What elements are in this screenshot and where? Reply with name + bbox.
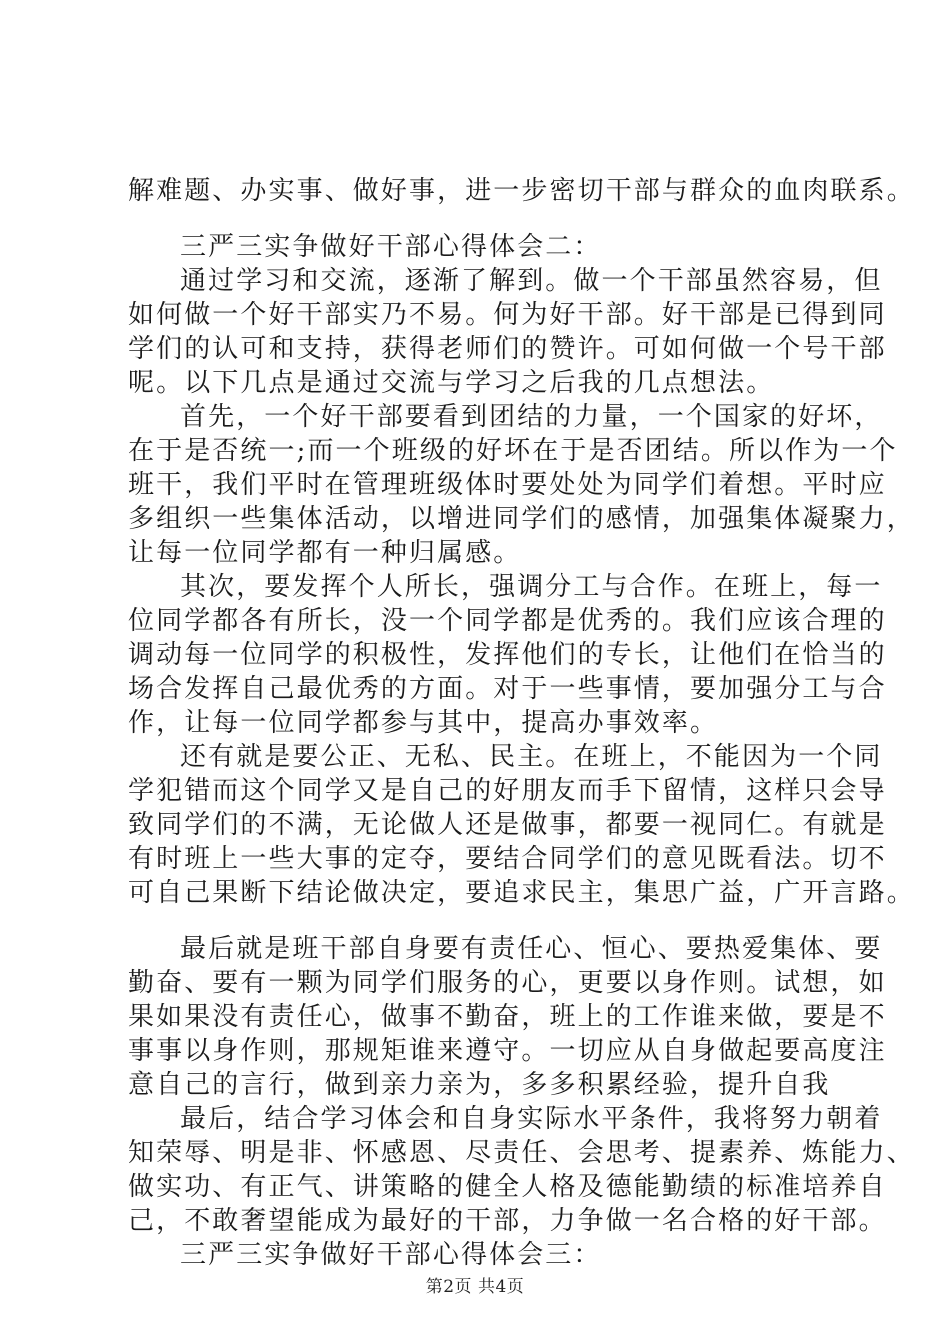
paragraph-line: 呢。以下几点是通过交流与学习之后我的几点想法。 bbox=[128, 368, 775, 398]
paragraph-line: 场合发挥自己最优秀的方面。对于一些事情，要加强分工与合 bbox=[128, 674, 887, 704]
paragraph-line: 班干，我们平时在管理班级体时要处处为同学们着想。平时应 bbox=[128, 470, 887, 500]
paragraph-line: 让每一位同学都有一种归属感。 bbox=[128, 538, 522, 568]
paragraph-line: 解难题、办实事、做好事，进一步密切干部与群众的血肉联系。 bbox=[128, 176, 915, 206]
paragraph-line: 学犯错而这个同学又是自己的好朋友而手下留情，这样只会导 bbox=[128, 776, 887, 806]
paragraph-line: 首先，一个好干部要看到团结的力量，一个国家的好坏， bbox=[180, 402, 883, 432]
paragraph-line: 可自己果断下结论做决定，要追求民主，集思广益，广开言路。 bbox=[128, 878, 915, 908]
section-heading: 三严三实争做好干部心得体会三： bbox=[180, 1240, 602, 1270]
paragraph-line: 最后就是班干部自身要有责任心、恒心、要热爱集体、要 bbox=[180, 934, 883, 964]
paragraph-line: 勤奋、要有一颗为同学们服务的心，更要以身作则。试想，如 bbox=[128, 968, 887, 998]
paragraph-line: 其次，要发挥个人所长，强调分工与合作。在班上，每一 bbox=[180, 572, 883, 602]
paragraph-line: 事事以身作则，那规矩谁来遵守。一切应从自身做起要高度注 bbox=[128, 1036, 887, 1066]
page-number-footer: 第2页 共4页 bbox=[425, 1277, 525, 1297]
paragraph-line: 作，让每一位同学都参与其中，提高办事效率。 bbox=[128, 708, 719, 738]
paragraph-line: 通过学习和交流，逐渐了解到。做一个干部虽然容易，但 bbox=[180, 266, 883, 296]
paragraph-line: 在于是否统一;而一个班级的好坏在于是否团结。所以作为一个 bbox=[128, 436, 898, 466]
section-heading: 三严三实争做好干部心得体会二： bbox=[180, 232, 602, 262]
paragraph-line: 有时班上一些大事的定夺，要结合同学们的意见既看法。切不 bbox=[128, 844, 887, 874]
paragraph-line: 最后，结合学习体会和自身实际水平条件，我将努力朝着 bbox=[180, 1104, 883, 1134]
paragraph-line: 还有就是要公正、无私、民主。在班上，不能因为一个同 bbox=[180, 742, 883, 772]
paragraph-line: 多组织一些集体活动，以增进同学们的感情，加强集体凝聚力， bbox=[128, 504, 915, 534]
paragraph-line: 位同学都各有所长，没一个同学都是优秀的。我们应该合理的 bbox=[128, 606, 887, 636]
paragraph-line: 知荣辱、明是非、怀感恩、尽责任、会思考、提素养、炼能力、 bbox=[128, 1138, 915, 1168]
paragraph-line: 意自己的言行，做到亲力亲为，多多积累经验，提升自我 bbox=[128, 1070, 831, 1100]
paragraph-line: 学们的认可和支持，获得老师们的赞许。可如何做一个号干部 bbox=[128, 334, 887, 364]
paragraph-line: 己，不敢奢望能成为最好的干部，力争做一名合格的好干部。 bbox=[128, 1206, 887, 1236]
paragraph-line: 做实功、有正气、讲策略的健全人格及德能勤绩的标准培养自 bbox=[128, 1172, 887, 1202]
paragraph-line: 致同学们的不满，无论做人还是做事，都要一视同仁。有就是 bbox=[128, 810, 887, 840]
paragraph-line: 调动每一位同学的积极性，发挥他们的专长，让他们在恰当的 bbox=[128, 640, 887, 670]
paragraph-line: 如何做一个好干部实乃不易。何为好干部。好干部是已得到同 bbox=[128, 300, 887, 330]
paragraph-line: 果如果没有责任心，做事不勤奋，班上的工作谁来做，要是不 bbox=[128, 1002, 887, 1032]
